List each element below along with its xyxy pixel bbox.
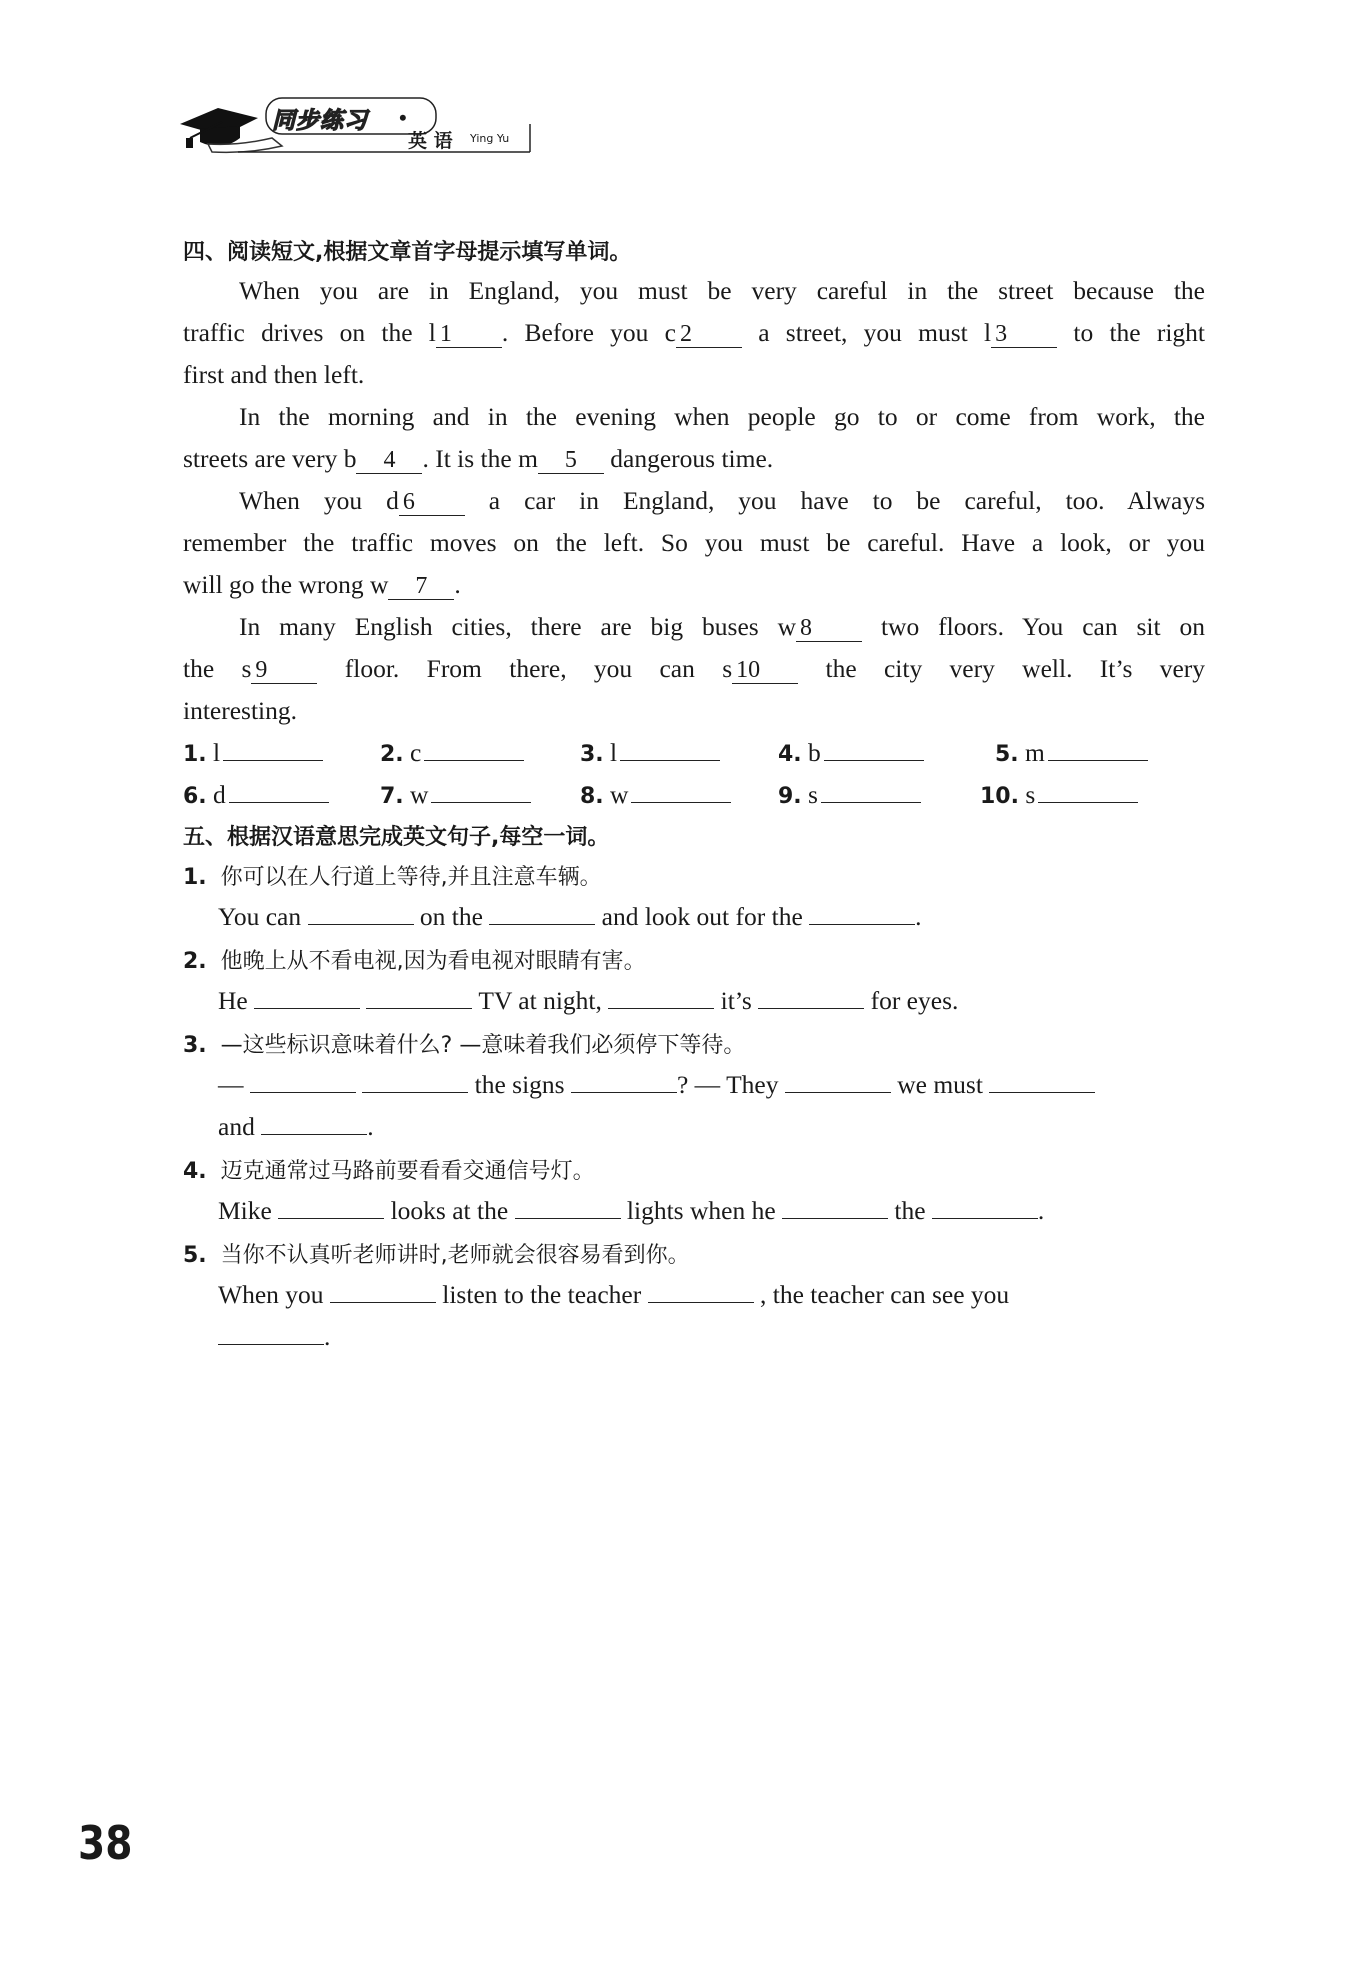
answer-blank[interactable]: 7: [388, 574, 454, 600]
fill-blank[interactable]: [218, 1322, 324, 1345]
fill-blank[interactable]: [648, 1280, 754, 1303]
header-banner: [178, 88, 538, 158]
answer-item[interactable]: 2. c: [380, 738, 524, 768]
passage-line: In many English cities, there are big buses w 8 two floors. You can sit on: [239, 612, 1206, 641]
fill-blank[interactable]: [571, 1070, 677, 1093]
passage-line: remember the traffic moves on the left. So you must be careful. Have a look, or you: [183, 528, 1205, 557]
question-prompt: 2. 他晚上从不看电视,因为看电视对眼睛有害。: [183, 949, 646, 974]
fill-blank[interactable]: [608, 986, 714, 1009]
sentence-line: He TV at night, it’s for eyes.: [218, 986, 959, 1015]
answer-item[interactable]: 1. l: [183, 738, 323, 768]
passage-line: traffic drives on the l 1 . Before you c 2 a street, you must l 3 to the right: [183, 318, 1206, 347]
fill-blank[interactable]: [366, 986, 472, 1009]
answer-item[interactable]: 5. m: [995, 738, 1148, 768]
fill-blank[interactable]: [782, 1196, 888, 1219]
sentence-line: When you listen to the teacher , the teacher can see you: [218, 1280, 1010, 1309]
passage-line: the s 9 floor. From there, you can s 10 the city very well. It’s very: [183, 654, 1206, 683]
sentence-line: You can on the and look out for the .: [218, 902, 922, 931]
subject-label: 英 语: [408, 130, 453, 152]
passage-line: When you d 6 a car in England, you have to be careful, too. Always: [239, 486, 1206, 515]
answer-blank[interactable]: 3: [991, 322, 1057, 348]
fill-blank[interactable]: [250, 1070, 356, 1093]
sentence-line: .: [218, 1322, 1240, 1350]
answer-blank[interactable]: 9: [251, 658, 317, 684]
page-number: 38: [78, 1816, 133, 1870]
question-prompt: 1. 你可以在人行道上等待,并且注意车辆。: [183, 865, 602, 890]
answer-item[interactable]: 6. d: [183, 780, 329, 810]
answer-item[interactable]: 4. b: [778, 738, 924, 768]
sentence-line: — the signs ? — They we must: [218, 1070, 1240, 1098]
passage-line: interesting.: [183, 696, 298, 725]
fill-blank[interactable]: [785, 1070, 891, 1093]
answer-blank[interactable]: 6: [399, 490, 465, 516]
fill-blank[interactable]: [489, 902, 595, 925]
fill-blank[interactable]: [330, 1280, 436, 1303]
question-prompt: 4. 迈克通常过马路前要看看交通信号灯。: [183, 1159, 595, 1184]
passage-line: In the morning and in the evening when people go to or come from work, the: [239, 402, 1205, 431]
fill-blank[interactable]: [515, 1196, 621, 1219]
fill-blank[interactable]: [362, 1070, 468, 1093]
question-prompt: 5. 当你不认真听老师讲时,老师就会很容易看到你。: [183, 1243, 690, 1268]
fill-blank[interactable]: [278, 1196, 384, 1219]
answer-blank[interactable]: 1: [436, 322, 502, 348]
answer-item[interactable]: 10. s: [980, 780, 1138, 810]
sentence-line: Mike looks at the lights when he the .: [218, 1196, 1045, 1225]
fill-blank[interactable]: [932, 1196, 1038, 1219]
sentence-line: and .: [218, 1112, 374, 1141]
answer-item[interactable]: 7. w: [380, 780, 531, 810]
passage-line: will go the wrong w 7 .: [183, 570, 461, 599]
answer-blank[interactable]: 2: [676, 322, 742, 348]
fill-blank[interactable]: [308, 902, 414, 925]
answer-blank[interactable]: 10: [732, 658, 798, 684]
answer-item[interactable]: 3. l: [580, 738, 720, 768]
section4-heading: 四、阅读短文,根据文章首字母提示填写单词。: [183, 240, 632, 265]
question-prompt: 3. —这些标识意味着什么? —意味着我们必须停下等待。: [183, 1033, 746, 1058]
series-title: 同步练习: [272, 108, 368, 134]
answer-item[interactable]: 8. w: [580, 780, 731, 810]
answer-blank[interactable]: 8: [796, 616, 862, 642]
fill-blank[interactable]: [261, 1112, 367, 1135]
subject-pinyin: Ying Yu: [470, 132, 510, 145]
fill-blank[interactable]: [254, 986, 360, 1009]
passage-line: first and then left.: [183, 360, 365, 389]
header-dot: •: [399, 105, 407, 130]
passage-line: streets are very b 4 . It is the m 5 dangerous time.: [183, 444, 774, 473]
section5-heading: 五、根据汉语意思完成英文句子,每空一词。: [183, 825, 610, 850]
passage-line: When you are in England, you must be very careful in the street because the: [239, 276, 1205, 305]
fill-blank[interactable]: [989, 1070, 1095, 1093]
answer-blank[interactable]: 4: [356, 448, 422, 474]
fill-blank[interactable]: [809, 902, 915, 925]
fill-blank[interactable]: [758, 986, 864, 1009]
answer-item[interactable]: 9. s: [778, 780, 921, 810]
answer-blank[interactable]: 5: [538, 448, 604, 474]
